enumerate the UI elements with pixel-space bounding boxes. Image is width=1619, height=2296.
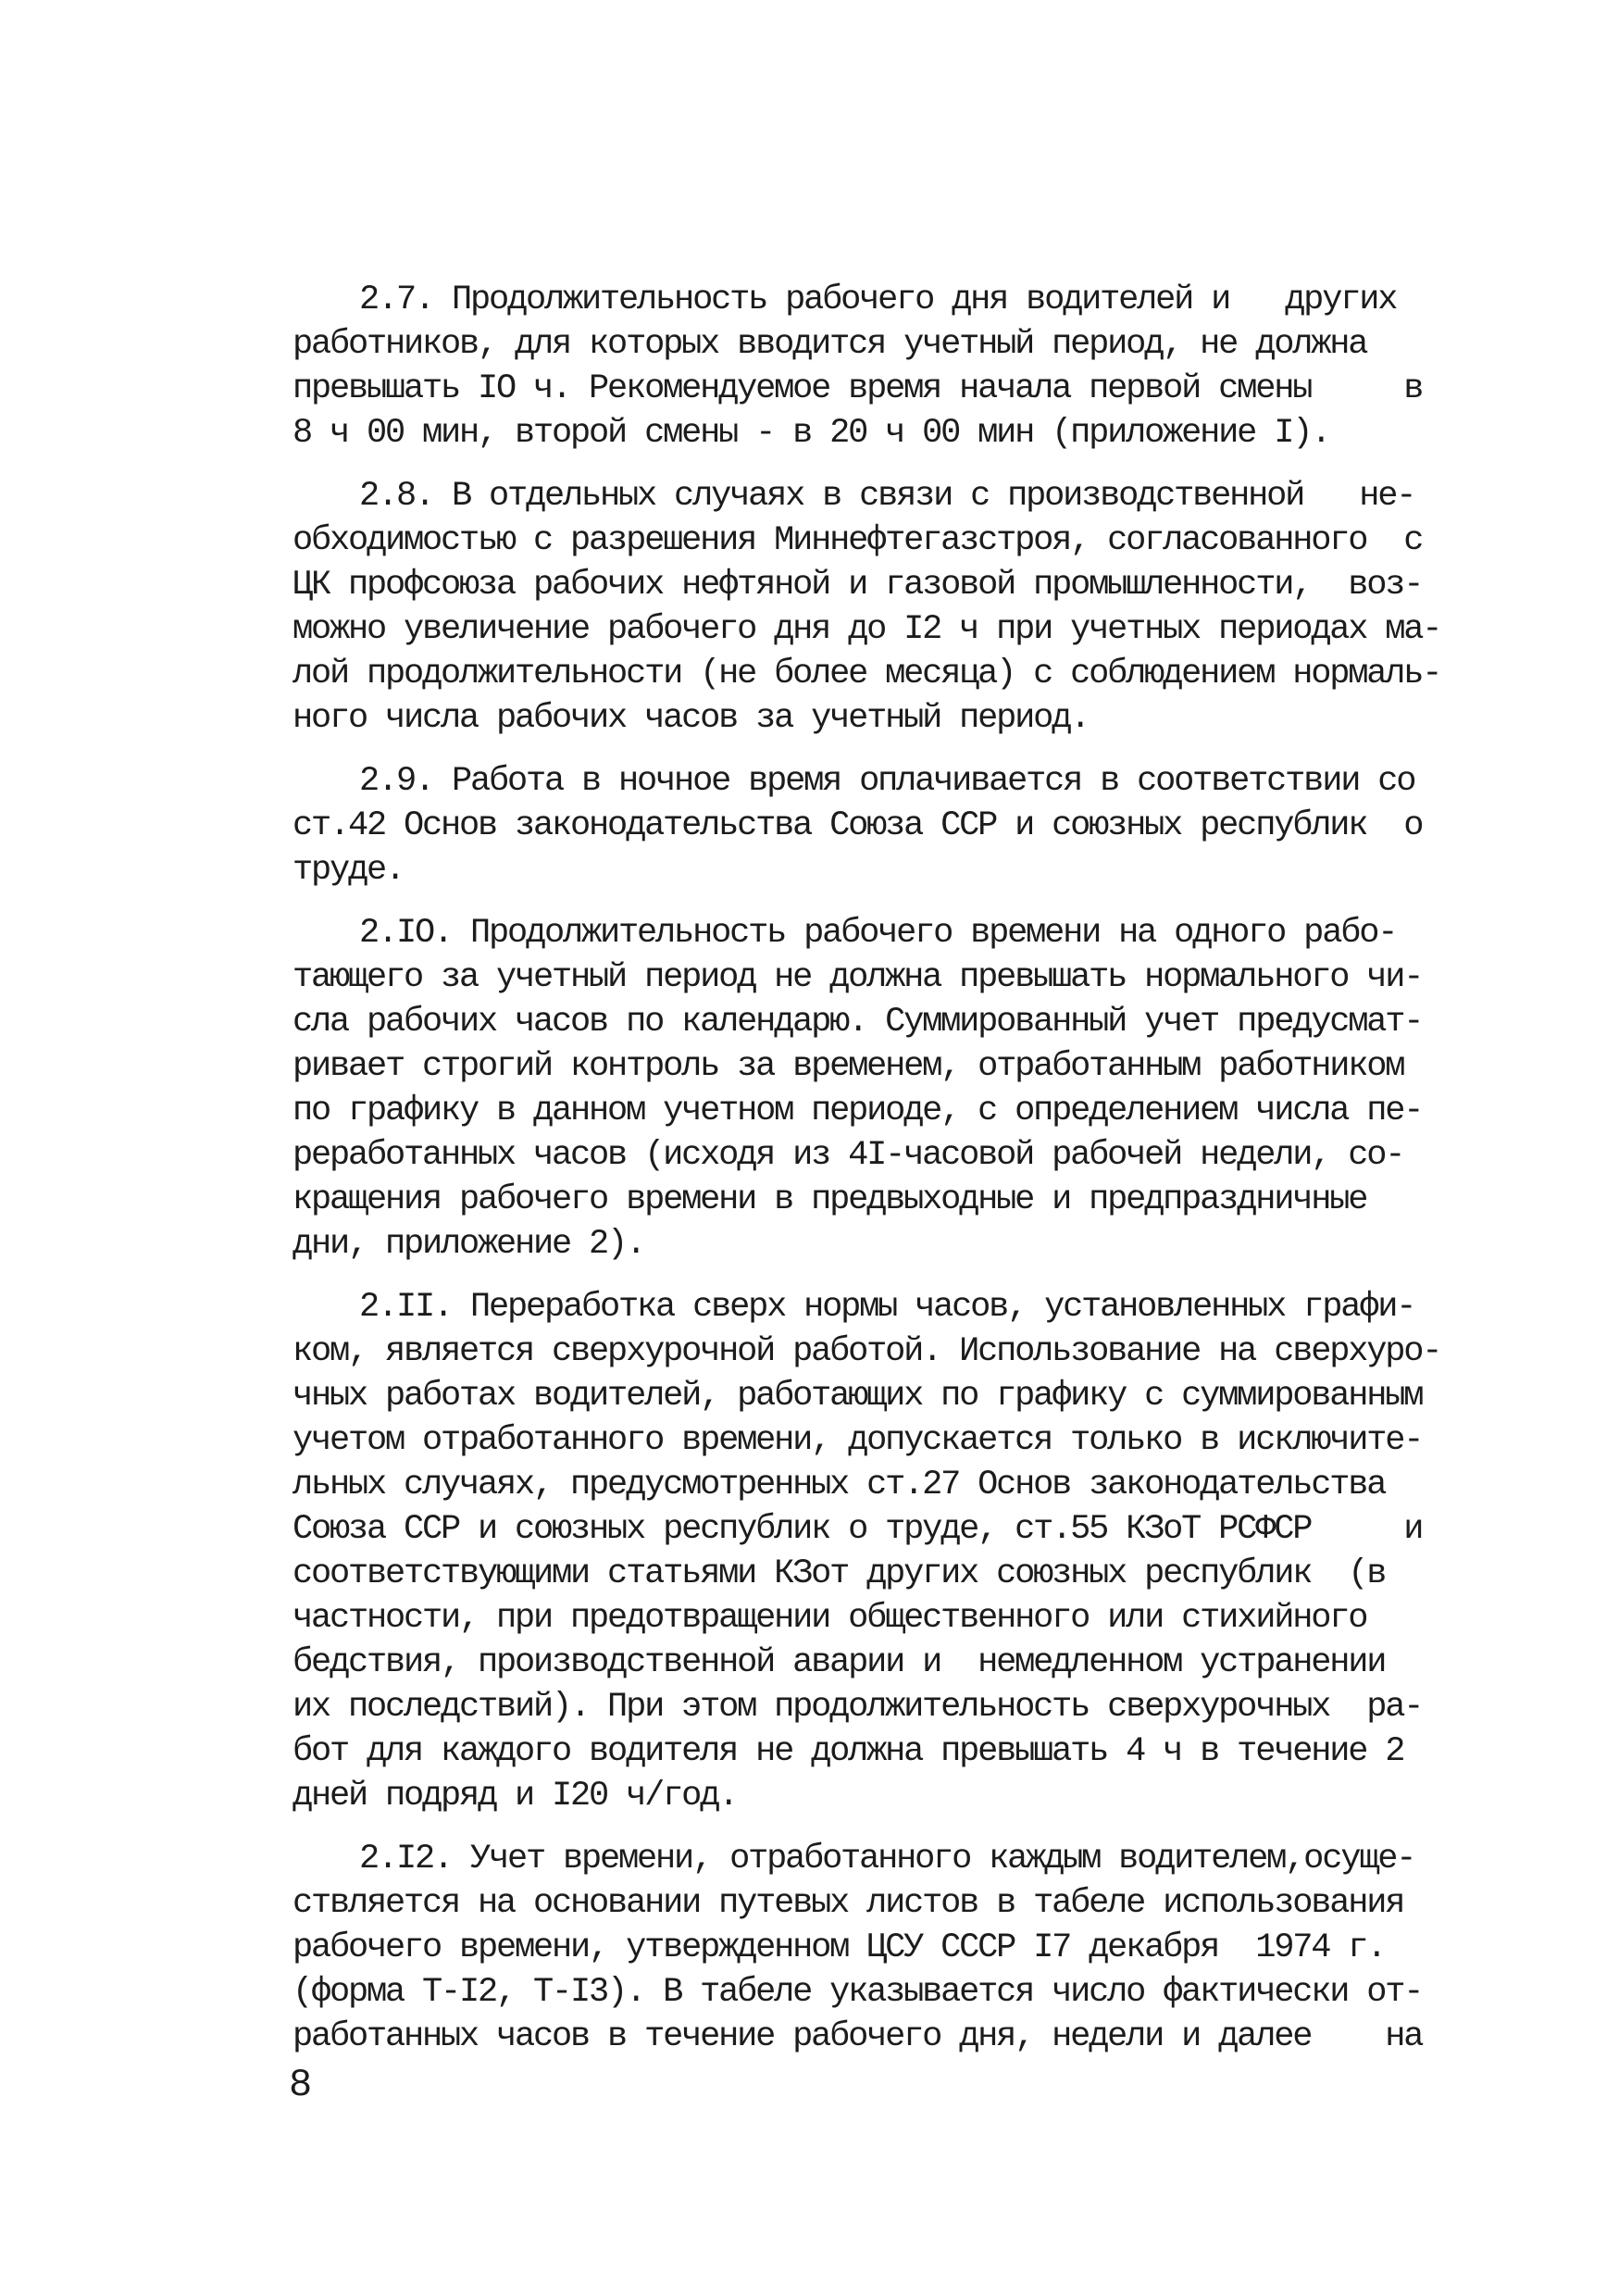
text-line: 2.IO. Продолжительность рабочего времени на одного рабо- bbox=[359, 914, 1397, 953]
text-line: их последствий). При этом продолжительность сверхурочных ра- bbox=[293, 1688, 1423, 1727]
text-line: дней подряд и I20 ч/год. bbox=[293, 1777, 738, 1816]
text-line: работанных часов в течение рабочего дня, недели и далее на bbox=[293, 2017, 1423, 2056]
text-line: 2.7. Продолжительность рабочего дня водителей и других bbox=[359, 281, 1397, 319]
paragraph-2-7 bbox=[293, 278, 1423, 455]
text-line: бедствия, производственной аварии и немедленном устранении bbox=[293, 1643, 1386, 1682]
text-line: ЦК профсоюза рабочих нефтяной и газовой промышленности, воз- bbox=[293, 566, 1423, 605]
page-number: 8 bbox=[289, 2063, 313, 2107]
text-line: (форма Т-I2, Т-I3). В табеле указывается число фактически от- bbox=[293, 1973, 1423, 2012]
text-line: рабочего времени, утвержденном ЦСУ СССР I7 декабря 1974 г. bbox=[293, 1928, 1386, 1967]
text-line: реработанных часов (исходя из 4I-часовой рабочей недели, со- bbox=[293, 1136, 1404, 1175]
text-line: ного числа рабочих часов за учетный период. bbox=[293, 699, 1090, 738]
paragraph-2-12 bbox=[293, 1837, 1423, 2059]
text-line: 2.9. Работа в ночное время оплачивается в соответствии со bbox=[359, 762, 1415, 801]
text-line: по графику в данном учетном периоде, с определением числа пе- bbox=[293, 1092, 1423, 1130]
text-line: чных работах водителей, работающих по графику с суммированным bbox=[293, 1377, 1423, 1416]
text-line: 2.I2. Учет времени, отработанного каждым водителем,осуще- bbox=[359, 1840, 1415, 1878]
paragraph-2-11 bbox=[293, 1285, 1441, 1818]
text-line: дни, приложение 2). bbox=[293, 1225, 645, 1264]
text-line: 2.8. В отдельных случаях в связи с производственной не- bbox=[359, 477, 1415, 516]
text-line: можно увеличение рабочего дня до I2 ч при учетных периодах ма- bbox=[293, 610, 1441, 649]
text-line: превышать IO ч. Рекомендуемое время начала первой смены в bbox=[293, 369, 1423, 408]
paragraph-2-9 bbox=[293, 759, 1423, 892]
paragraph-2-10 bbox=[293, 911, 1423, 1267]
text-line: соответствующими статьями КЗот других союзных республик (в bbox=[293, 1554, 1386, 1593]
text-line: лой продолжительности (не более месяца) с соблюдением нормаль- bbox=[293, 655, 1441, 693]
text-line: частности, при предотвращении общественного или стихийного bbox=[293, 1599, 1367, 1638]
text-line: ривает строгий контроль за временем, отработанным работником bbox=[293, 1047, 1404, 1086]
text-line: ком, является сверхурочной работой. Использование на сверхуро- bbox=[293, 1332, 1441, 1371]
text-line: работников, для которых вводится учетный период, не должна bbox=[293, 325, 1367, 364]
text-line: обходимостью с разрешения Миннефтегазстроя, согласованного с bbox=[293, 521, 1423, 560]
text-line: сла рабочих часов по календарю. Суммированный учет предусмат- bbox=[293, 1003, 1423, 1042]
text-line: ст.42 Основ законодательства Союза ССР и союзных республик о bbox=[293, 806, 1423, 845]
paragraph-2-8 bbox=[293, 474, 1441, 741]
text-line: ствляется на основании путевых листов в табеле использования bbox=[293, 1884, 1404, 1923]
text-line: тающего за учетный период не должна превышать нормального чи- bbox=[293, 958, 1423, 997]
text-line: льных случаях, предусмотренных ст.27 Основ законодательства bbox=[293, 1466, 1386, 1504]
body-text bbox=[293, 278, 1441, 2078]
text-line: 8 ч 00 мин, второй смены - в 20 ч 00 мин (приложение I). bbox=[293, 414, 1330, 453]
text-line: бот для каждого водителя не должна превышать 4 ч в течение 2 bbox=[293, 1732, 1404, 1771]
text-line: 2.II. Переработка сверх нормы часов, установленных графи- bbox=[359, 1288, 1415, 1327]
text-line: кращения рабочего времени в предвыходные и предпраздничные bbox=[293, 1180, 1367, 1219]
text-line: труде. bbox=[293, 851, 405, 890]
text-line: учетом отработанного времени, допускается только в исключите- bbox=[293, 1421, 1423, 1460]
text-line: Союза ССР и союзных республик о труде, ст.55 КЗоТ РСФСР и bbox=[293, 1510, 1423, 1549]
